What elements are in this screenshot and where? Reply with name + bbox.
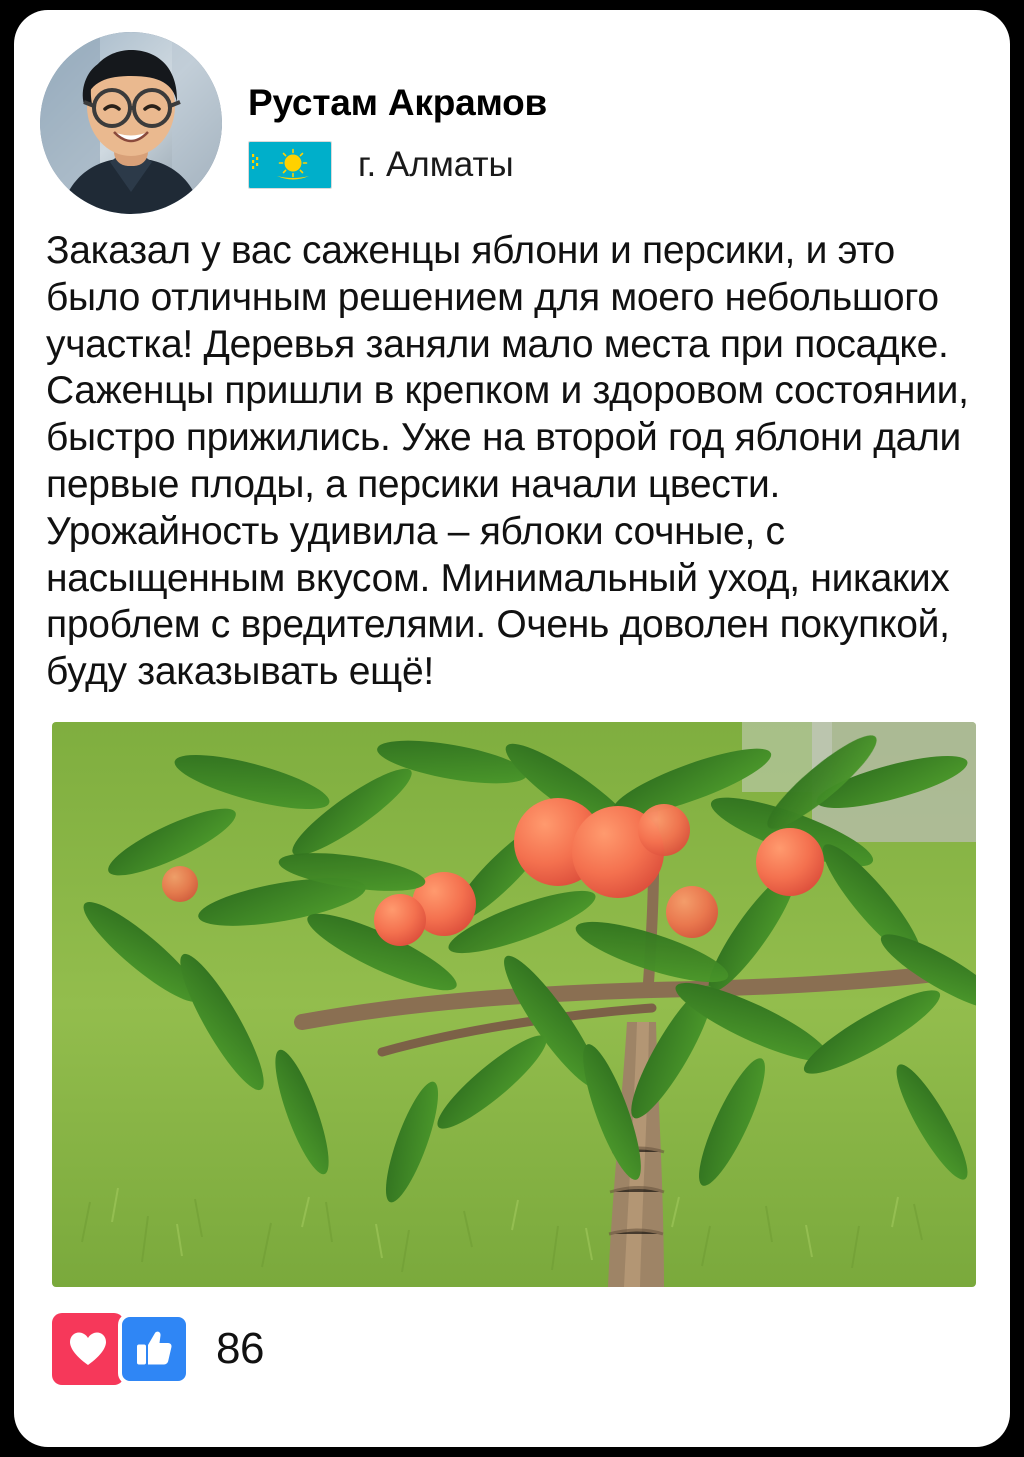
reaction-count: 86	[216, 1323, 264, 1373]
review-card	[14, 10, 1010, 1447]
thumbs-up-icon	[136, 1330, 172, 1368]
author-block	[248, 32, 547, 189]
review-text: Заказал у вас саженцы яблони и персики, и это было отличным решением для моего небольшого участка! Деревья заняли мало места при посадке. Саженцы пришли в крепком и здоровом состоянии, быстро прижились. Уже на второй год яблони дали первые плоды, а персики начали цвести. Урожайность удивила – яблоки сочные, с насыщенным вкусом. Минимальный уход, никаких проблем с вредителями. Очень доволен покупкой, буду заказывать ещё!	[46, 229, 969, 694]
author-city: г. Алматы	[358, 144, 514, 184]
location-row	[248, 141, 547, 189]
heart-icon	[68, 1331, 108, 1367]
review-header	[14, 10, 1010, 214]
heart-reaction-button[interactable]	[52, 1313, 124, 1385]
kazakhstan-flag-icon	[248, 141, 332, 189]
reactions-bar	[52, 1313, 1010, 1385]
review-photo	[52, 722, 976, 1287]
author-name: Рустам Акрамов	[248, 82, 548, 123]
avatar	[40, 32, 222, 214]
thumbs-up-reaction-button[interactable]	[118, 1313, 190, 1385]
